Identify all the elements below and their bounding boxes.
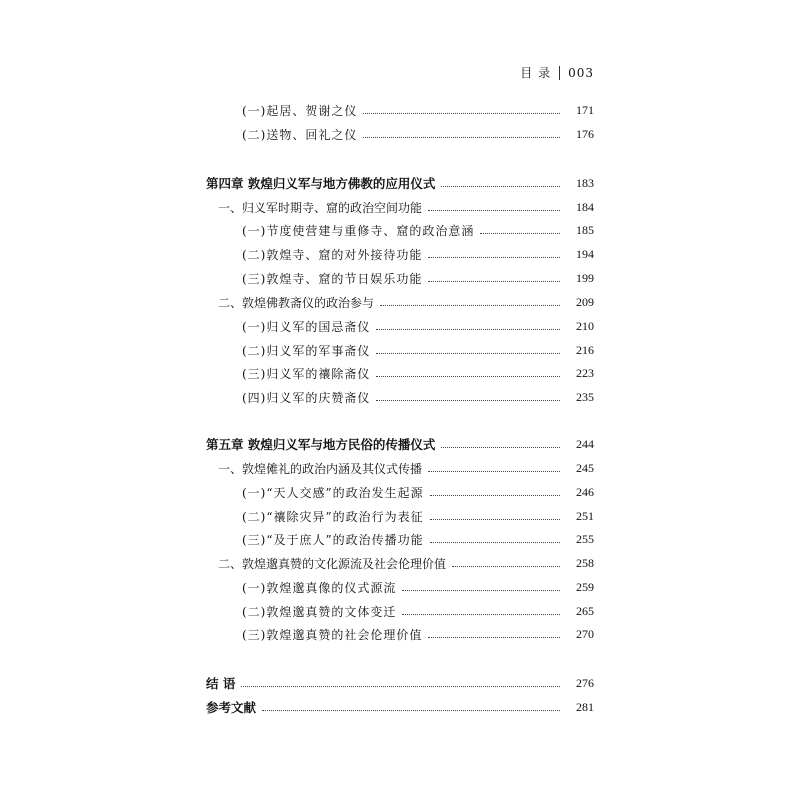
toc-entry — [206, 529, 594, 549]
toc-entry — [206, 506, 594, 526]
header-page-number: 003 — [568, 65, 594, 80]
toc-section — [206, 292, 594, 312]
toc-entry — [206, 482, 594, 502]
dot-leader — [376, 329, 560, 330]
toc-entry-title: (二)送物、回礼之仪 — [242, 127, 358, 142]
toc-entry-page: 210 — [576, 318, 594, 333]
toc-chapter-page: 244 — [576, 436, 594, 451]
toc-entry — [206, 387, 594, 407]
toc-entry-page: 216 — [576, 342, 594, 357]
toc-entry-page: 223 — [576, 365, 594, 380]
header-divider — [559, 66, 560, 80]
dot-leader — [430, 519, 560, 520]
toc-section-title: 二、敦煌邈真赞的文化源流及社会伦理价值 — [218, 556, 447, 571]
toc-section-page: 184 — [576, 199, 594, 214]
toc-section — [206, 458, 594, 478]
toc-entry — [206, 601, 594, 621]
toc-section-title: 一、归义军时期寺、窟的政治空间功能 — [218, 200, 423, 215]
toc-references — [206, 697, 594, 717]
toc-conclusion-page: 276 — [576, 675, 594, 690]
toc-section-page: 258 — [576, 555, 594, 570]
dot-leader — [376, 376, 560, 377]
header-section-title: 目 录 — [520, 66, 552, 80]
toc-references-page: 281 — [576, 699, 594, 714]
toc-section-title: 一、敦煌傩礼的政治内涵及其仪式传播 — [218, 461, 423, 476]
toc-entry-page: 185 — [576, 222, 594, 237]
dot-leader — [428, 257, 560, 258]
dot-leader — [363, 137, 560, 138]
toc-entry-title: (三)敦煌寺、窟的节日娱乐功能 — [242, 271, 423, 286]
toc-entry-title: (三)“及于庶人”的政治传播功能 — [242, 532, 424, 547]
toc-chapter-title: 第四章 敦煌归义军与地方佛教的应用仪式 — [206, 176, 436, 191]
toc-entry-page: 171 — [576, 102, 594, 117]
toc-references-title: 参考文献 — [206, 700, 257, 715]
dot-leader — [402, 614, 560, 615]
toc-entry-title: (二)归义军的军事斋仪 — [242, 343, 371, 358]
toc-conclusion-title: 结 语 — [206, 676, 236, 691]
toc-entry-page: 259 — [576, 579, 594, 594]
dot-leader — [428, 637, 560, 638]
toc-entry-page: 246 — [576, 484, 594, 499]
toc-entry — [206, 316, 594, 336]
toc-entry-title: (一)起居、贺谢之仪 — [242, 103, 358, 118]
toc-chapter-title: 第五章 敦煌归义军与地方民俗的传播仪式 — [206, 437, 436, 452]
toc-conclusion — [206, 673, 594, 693]
dot-leader — [441, 447, 560, 448]
toc-section — [206, 553, 594, 573]
dot-leader — [430, 542, 560, 543]
toc-entry-title: (二)敦煌寺、窟的对外接待功能 — [242, 247, 423, 262]
toc-chapter — [206, 173, 594, 193]
toc-section-page: 209 — [576, 294, 594, 309]
dot-leader — [428, 471, 560, 472]
toc-entry-page: 255 — [576, 531, 594, 546]
toc-section-title: 二、敦煌佛教斋仪的政治参与 — [218, 295, 375, 310]
toc-entry-title: (一)敦煌邈真像的仪式源流 — [242, 580, 397, 595]
dot-leader — [428, 210, 560, 211]
dot-leader — [428, 281, 560, 282]
toc-entry — [206, 220, 594, 240]
dot-leader — [480, 233, 560, 234]
toc-entry-title: (三)归义军的禳除斋仪 — [242, 366, 371, 381]
toc-entry-page: 176 — [576, 126, 594, 141]
toc-chapter-page: 183 — [576, 175, 594, 190]
toc-entry-page: 194 — [576, 246, 594, 261]
dot-leader — [380, 305, 560, 306]
toc-entry-page: 251 — [576, 508, 594, 523]
dot-leader — [452, 566, 560, 567]
toc-entry-title: (四)归义军的庆赞斋仪 — [242, 390, 371, 405]
dot-leader — [241, 686, 560, 687]
toc-entry-title: (二)“禳除灾异”的政治行为表征 — [242, 509, 424, 524]
toc-entry — [206, 624, 594, 644]
toc-entry-page: 199 — [576, 270, 594, 285]
toc-entry-page: 270 — [576, 626, 594, 641]
toc-entry-title: (一)“天人交感”的政治发生起源 — [242, 485, 424, 500]
toc-entry — [206, 124, 594, 144]
dot-leader — [376, 353, 560, 354]
toc-entry-title: (一)归义军的国忌斋仪 — [242, 319, 371, 334]
toc-entry-page: 235 — [576, 389, 594, 404]
toc-entry-title: (一)节度使营建与重修寺、窟的政治意涵 — [242, 223, 475, 238]
toc-entry — [206, 268, 594, 288]
toc-entry-title: (二)敦煌邈真赞的文体变迁 — [242, 604, 397, 619]
toc-entry — [206, 100, 594, 120]
toc-entry — [206, 244, 594, 264]
toc-chapter — [206, 434, 594, 454]
toc-entry — [206, 340, 594, 360]
toc-entry — [206, 363, 594, 383]
dot-leader — [402, 590, 560, 591]
dot-leader — [376, 400, 560, 401]
toc-entry-title: (三)敦煌邈真赞的社会伦理价值 — [242, 627, 423, 642]
toc-section-page: 245 — [576, 460, 594, 475]
dot-leader — [441, 186, 560, 187]
toc-section — [206, 197, 594, 217]
dot-leader — [363, 113, 560, 114]
toc-entry-page: 265 — [576, 603, 594, 618]
dot-leader — [430, 495, 560, 496]
toc-entry — [206, 577, 594, 597]
running-header — [520, 64, 594, 81]
dot-leader — [262, 710, 560, 711]
